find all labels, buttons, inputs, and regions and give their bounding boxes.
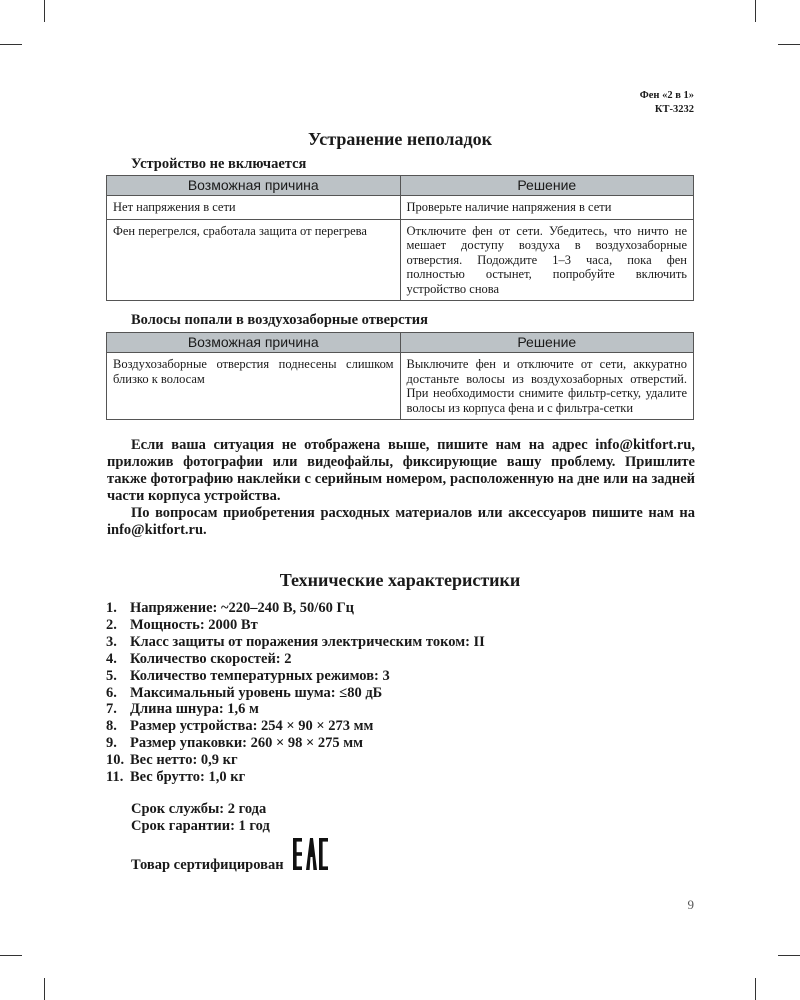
column-header-cause: Возможная причина (107, 333, 401, 353)
list-item: 3. Класс защиты от поражения электрическим током: II (106, 633, 485, 650)
crop-mark (778, 955, 800, 956)
crop-mark (0, 44, 22, 45)
page-header (640, 89, 694, 117)
list-item: 7. Длина шнура: 1,6 м (106, 701, 259, 718)
certification-line (131, 835, 329, 874)
header-model: КТ-3232 (654, 104, 694, 115)
crop-mark (755, 0, 756, 22)
crop-mark (0, 955, 22, 956)
list-item: 6. Максимальный уровень шума: ≤80 дБ (106, 684, 383, 701)
service-info (131, 801, 329, 874)
page-number: 9 (687, 897, 694, 912)
list-item: 8. Размер устройства: 254 × 90 × 273 мм (106, 718, 374, 735)
list-item: 1. Напряжение: ~220–240 В, 50/60 Гц (106, 600, 355, 616)
crop-mark (44, 0, 45, 22)
list-item: 2. Мощность: 2000 Вт (106, 616, 258, 633)
specs-title: Технические характеристики (279, 570, 521, 590)
crop-mark (44, 978, 45, 1000)
eac-mark-icon (293, 837, 329, 876)
header-product: Фен «2 в 1» (639, 90, 694, 101)
list-item: 5. Количество температурных режимов: 3 (106, 667, 390, 684)
list-item: 9. Размер упаковки: 260 × 98 × 275 мм (106, 735, 364, 752)
cell-solution: Проверьте наличие напряжения в сети (400, 196, 694, 220)
table-row (107, 196, 694, 220)
crop-mark (755, 978, 756, 1000)
column-header-solution: Решение (400, 333, 694, 353)
certified-label: Товар сертифицирован (131, 857, 284, 873)
group-title: Устройство не включается (131, 156, 307, 172)
crop-mark (778, 44, 800, 45)
contact-paragraph: По вопросам приобретения расходных материалов или аксессуаров пишите нам на info@kitfort.ru. (107, 505, 695, 538)
contact-text (107, 437, 695, 539)
column-header-cause: Возможная причина (107, 176, 401, 196)
troubleshooting-table (106, 332, 694, 420)
service-life: Срок службы: 2 года (131, 801, 267, 817)
specs-list (106, 600, 485, 786)
table-row (107, 353, 694, 420)
cell-cause: Воздухозаборные отверстия поднесены слишком близко к волосам (107, 353, 401, 420)
cell-solution: Отключите фен от сети. Убедитесь, что ничто не мешает доступу воздуха в воздухозаборные отверстия. Подождите 1–3 часа, пока фен полностью остынет, попробуйте включить устройство снова (400, 219, 694, 301)
contact-paragraph: Если ваша ситуация не отображена выше, пишите нам на адрес info@kitfort.ru, приложив фотографии или видеофайлы, фиксирующие вашу проблему. Пришлите также фотографию наклейки с серийным номером, расположенную на дне или на задней части корпуса устройства. (107, 437, 695, 504)
group-title: Волосы попали в воздухозаборные отверстия (131, 312, 428, 328)
list-item: 4. Количество скоростей: 2 (106, 650, 292, 667)
table-header-row (107, 333, 694, 353)
cell-cause: Фен перегрелся, сработала защита от перегрева (107, 219, 401, 301)
troubleshooting-title: Устранение неполадок (308, 129, 492, 149)
column-header-solution: Решение (400, 176, 694, 196)
table-row (107, 219, 694, 301)
warranty-period: Срок гарантии: 1 год (131, 818, 270, 834)
cell-cause: Нет напряжения в сети (107, 196, 401, 220)
table-header-row (107, 176, 694, 196)
list-item: 11. Вес брутто: 1,0 кг (106, 769, 246, 786)
troubleshooting-table (106, 175, 694, 301)
cell-solution: Выключите фен и отключите от сети, аккуратно достаньте волосы из воздухозаборных отверстий. При необходимости снимите фильтр-сетку, удалите волосы из корпуса фена и с фильтра-сетки (400, 353, 694, 420)
list-item: 10. Вес нетто: 0,9 кг (106, 752, 238, 769)
